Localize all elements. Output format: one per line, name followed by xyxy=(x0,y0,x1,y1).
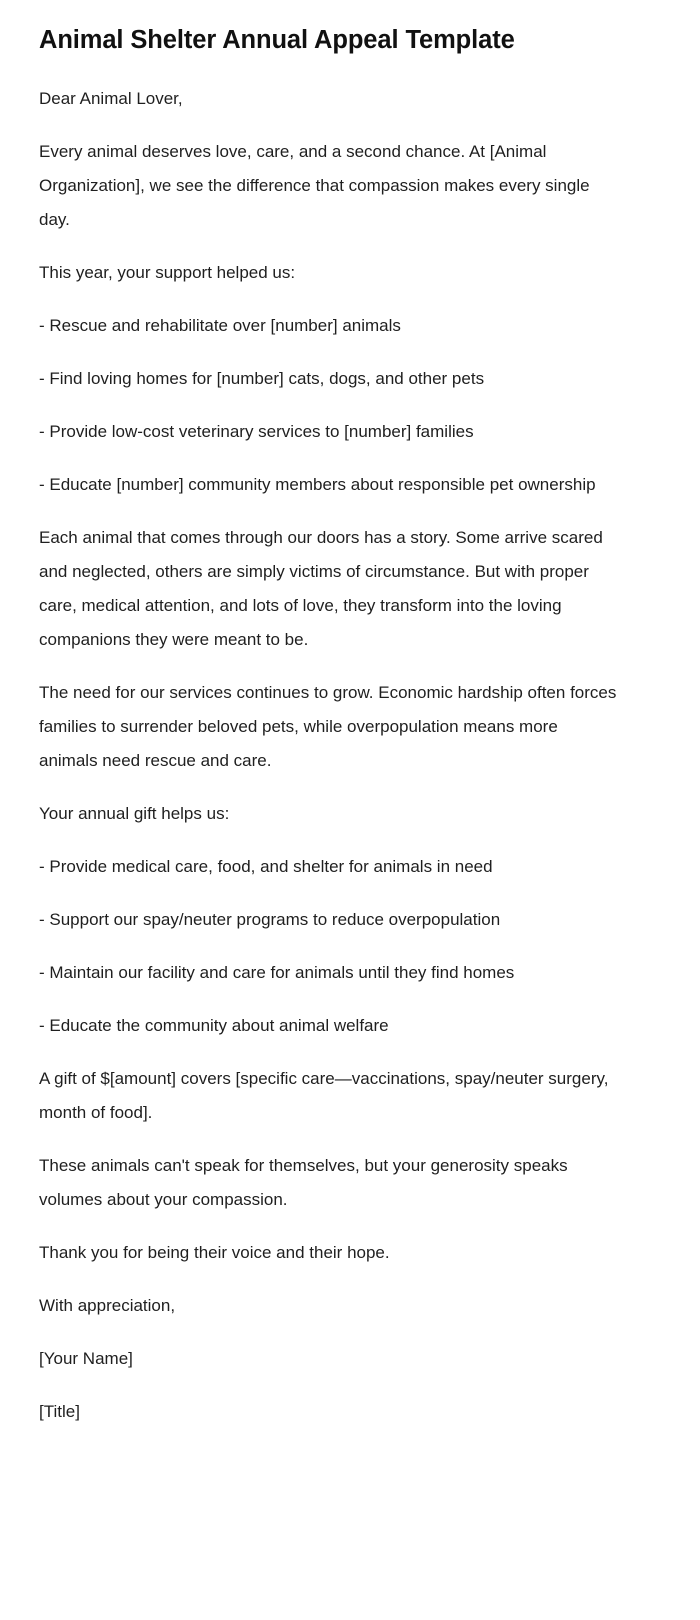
list-item: - Educate the community about animal welfare xyxy=(39,1016,389,1036)
page-title: Animal Shelter Annual Appeal Template xyxy=(39,26,515,54)
signature-title: [Title] xyxy=(39,1402,80,1422)
intro-paragraph: Every animal deserves love, care, and a second chance. At [Animal Organization], we see the difference that compassion makes every single day. xyxy=(39,142,590,230)
list-item: - Support our spay/neuter programs to reduce overpopulation xyxy=(39,910,501,930)
list-item: - Rescue and rehabilitate over [number] animals xyxy=(39,316,401,336)
thank-you-paragraph: Thank you for being their voice and their hope. xyxy=(39,1243,390,1263)
need-paragraph: The need for our services continues to grow. Economic hardship often forces families to surrender beloved pets, while overpopulation means more animals need rescue and care. xyxy=(39,683,617,771)
list-item: - Find loving homes for [number] cats, dogs, and other pets xyxy=(39,369,485,389)
story-paragraph: Each animal that comes through our doors has a story. Some arrive scared and neglected, others are simply victims of circumstance. But with proper care, medical attention, and lots of love, they transform into the loving companions they were meant to be. xyxy=(39,528,603,650)
signature-name: [Your Name] xyxy=(39,1349,133,1369)
gift-lead-in: Your annual gift helps us: xyxy=(39,804,230,824)
list-item: - Provide low-cost veterinary services to [number] families xyxy=(39,422,474,442)
list-item: - Provide medical care, food, and shelter for animals in need xyxy=(39,857,493,877)
closing-line: With appreciation, xyxy=(39,1296,176,1316)
salutation: Dear Animal Lover, xyxy=(39,89,183,109)
impact-lead-in: This year, your support helped us: xyxy=(39,263,296,283)
list-item: - Educate [number] community members about responsible pet ownership xyxy=(39,475,596,495)
list-item: - Maintain our facility and care for animals until they find homes xyxy=(39,963,515,983)
voice-paragraph: These animals can't speak for themselves, but your generosity speaks volumes about your compassion. xyxy=(39,1156,568,1210)
gift-amount-paragraph: A gift of $[amount] covers [specific care—vaccinations, spay/neuter surgery, month of food]. xyxy=(39,1069,609,1123)
